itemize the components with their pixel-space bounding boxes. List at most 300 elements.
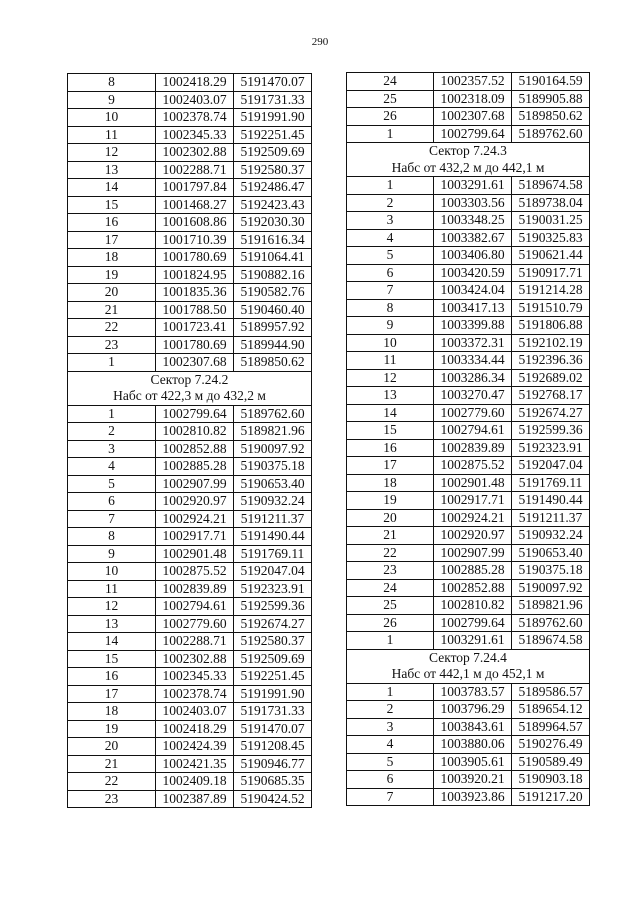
x-coordinate-cell: 1002839.89 xyxy=(434,439,512,457)
table-row xyxy=(68,493,312,511)
x-coordinate-cell: 1002920.97 xyxy=(156,493,234,511)
y-coordinate-cell: 5189944.90 xyxy=(234,336,312,354)
x-coordinate-cell: 1002403.07 xyxy=(156,91,234,109)
point-number-cell: 23 xyxy=(347,562,434,580)
point-number-cell: 7 xyxy=(347,788,434,806)
table-row xyxy=(68,196,312,214)
y-coordinate-cell: 5190903.18 xyxy=(512,771,590,789)
table-row xyxy=(68,405,312,423)
x-coordinate-cell: 1003424.04 xyxy=(434,282,512,300)
y-coordinate-cell: 5192047.04 xyxy=(512,457,590,475)
y-coordinate-cell: 5192251.45 xyxy=(234,668,312,686)
x-coordinate-cell: 1003923.86 xyxy=(434,788,512,806)
table-row xyxy=(68,440,312,458)
y-coordinate-cell: 5191510.79 xyxy=(512,299,590,317)
x-coordinate-cell: 1003270.47 xyxy=(434,387,512,405)
x-coordinate-cell: 1002924.21 xyxy=(434,509,512,527)
x-coordinate-cell: 1001723.41 xyxy=(156,319,234,337)
point-number-cell: 2 xyxy=(347,701,434,719)
table-row xyxy=(347,194,590,212)
sector-subtitle: Набс от 422,3 м до 432,2 м xyxy=(113,388,266,403)
table-row xyxy=(68,738,312,756)
table-row xyxy=(347,632,590,650)
table-row xyxy=(347,177,590,195)
point-number-cell: 2 xyxy=(347,194,434,212)
y-coordinate-cell: 5192674.27 xyxy=(512,404,590,422)
point-number-cell: 26 xyxy=(347,108,434,126)
x-coordinate-cell: 1002307.68 xyxy=(156,354,234,372)
x-coordinate-cell: 1002378.74 xyxy=(156,685,234,703)
x-coordinate-cell: 1003399.88 xyxy=(434,317,512,335)
table-row xyxy=(68,266,312,284)
y-coordinate-cell: 5192580.37 xyxy=(234,161,312,179)
table-row xyxy=(68,144,312,162)
x-coordinate-cell: 1002288.71 xyxy=(156,161,234,179)
point-number-cell: 14 xyxy=(347,404,434,422)
point-number-cell: 10 xyxy=(347,334,434,352)
point-number-cell: 26 xyxy=(347,614,434,632)
y-coordinate-cell: 5191806.88 xyxy=(512,317,590,335)
point-number-cell: 8 xyxy=(347,299,434,317)
table-row xyxy=(68,755,312,773)
table-row xyxy=(68,126,312,144)
y-coordinate-cell: 5192599.36 xyxy=(234,598,312,616)
table-row xyxy=(68,790,312,808)
y-coordinate-cell: 5190882.16 xyxy=(234,266,312,284)
point-number-cell: 19 xyxy=(68,266,156,284)
sector-subtitle: Набс от 442,1 м до 452,1 м xyxy=(391,666,545,681)
x-coordinate-cell: 1003406.80 xyxy=(434,247,512,265)
x-coordinate-cell: 1003382.67 xyxy=(434,229,512,247)
y-coordinate-cell: 5190685.35 xyxy=(234,773,312,791)
point-number-cell: 10 xyxy=(68,109,156,127)
x-coordinate-cell: 1002345.33 xyxy=(156,126,234,144)
point-number-cell: 8 xyxy=(68,528,156,546)
sector-header-row xyxy=(68,371,312,405)
left-coordinate-table-column xyxy=(67,73,312,808)
y-coordinate-cell: 5190164.59 xyxy=(512,73,590,91)
y-coordinate-cell: 5190097.92 xyxy=(234,440,312,458)
point-number-cell: 17 xyxy=(68,231,156,249)
table-row xyxy=(347,579,590,597)
y-coordinate-cell: 5190424.52 xyxy=(234,790,312,808)
sector-title: Сектор 7.24.3 xyxy=(429,143,507,158)
point-number-cell: 25 xyxy=(347,597,434,615)
x-coordinate-cell: 1003420.59 xyxy=(434,264,512,282)
y-coordinate-cell: 5192047.04 xyxy=(234,563,312,581)
x-coordinate-cell: 1003796.29 xyxy=(434,701,512,719)
x-coordinate-cell: 1003348.25 xyxy=(434,212,512,230)
point-number-cell: 12 xyxy=(68,144,156,162)
x-coordinate-cell: 1002810.82 xyxy=(434,597,512,615)
point-number-cell: 13 xyxy=(68,615,156,633)
x-coordinate-cell: 1002907.99 xyxy=(156,475,234,493)
sector-title: Сектор 7.24.4 xyxy=(429,649,507,665)
table-row xyxy=(68,773,312,791)
x-coordinate-cell: 1002875.52 xyxy=(434,457,512,475)
x-coordinate-cell: 1002839.89 xyxy=(156,580,234,598)
point-number-cell: 21 xyxy=(68,301,156,319)
x-coordinate-cell: 1002799.64 xyxy=(434,614,512,632)
sector-header-row xyxy=(347,649,590,683)
y-coordinate-cell: 5190031.25 xyxy=(512,212,590,230)
x-coordinate-cell: 1003843.61 xyxy=(434,718,512,736)
table-row xyxy=(347,247,590,265)
y-coordinate-cell: 5189762.60 xyxy=(512,614,590,632)
x-coordinate-cell: 1001710.39 xyxy=(156,231,234,249)
point-number-cell: 16 xyxy=(347,439,434,457)
y-coordinate-cell: 5192509.69 xyxy=(234,650,312,668)
point-number-cell: 12 xyxy=(347,369,434,387)
point-number-cell: 10 xyxy=(68,563,156,581)
y-coordinate-cell: 5190932.24 xyxy=(512,527,590,545)
y-coordinate-cell: 5190375.18 xyxy=(512,562,590,580)
sector-header-cell xyxy=(347,649,590,683)
table-row xyxy=(68,301,312,319)
x-coordinate-cell: 1001780.69 xyxy=(156,249,234,267)
table-row xyxy=(68,231,312,249)
point-number-cell: 4 xyxy=(68,458,156,476)
sector-header-cell xyxy=(347,143,590,177)
table-row xyxy=(68,598,312,616)
y-coordinate-cell: 5189850.62 xyxy=(234,354,312,372)
x-coordinate-cell: 1002307.68 xyxy=(434,108,512,126)
table-row xyxy=(68,545,312,563)
y-coordinate-cell: 5190582.76 xyxy=(234,284,312,302)
x-coordinate-cell: 1003417.13 xyxy=(434,299,512,317)
point-number-cell: 23 xyxy=(68,790,156,808)
table-row xyxy=(347,509,590,527)
point-number-cell: 1 xyxy=(347,632,434,650)
table-row xyxy=(68,528,312,546)
x-coordinate-cell: 1002885.28 xyxy=(156,458,234,476)
y-coordinate-cell: 5192396.36 xyxy=(512,352,590,370)
x-coordinate-cell: 1002424.39 xyxy=(156,738,234,756)
table-row xyxy=(68,650,312,668)
point-number-cell: 3 xyxy=(347,718,434,736)
table-row xyxy=(68,703,312,721)
point-number-cell: 2 xyxy=(68,423,156,441)
table-row xyxy=(68,249,312,267)
table-row xyxy=(347,90,590,108)
sector-header-row xyxy=(347,143,590,177)
point-number-cell: 18 xyxy=(68,703,156,721)
y-coordinate-cell: 5191470.07 xyxy=(234,720,312,738)
x-coordinate-cell: 1002799.64 xyxy=(156,405,234,423)
point-number-cell: 19 xyxy=(68,720,156,738)
point-number-cell: 6 xyxy=(68,493,156,511)
point-number-cell: 11 xyxy=(68,580,156,598)
y-coordinate-cell: 5190375.18 xyxy=(234,458,312,476)
table-row xyxy=(347,457,590,475)
point-number-cell: 1 xyxy=(347,125,434,143)
point-number-cell: 21 xyxy=(68,755,156,773)
point-number-cell: 1 xyxy=(347,683,434,701)
point-number-cell: 3 xyxy=(68,440,156,458)
point-number-cell: 15 xyxy=(68,196,156,214)
x-coordinate-cell: 1002901.48 xyxy=(156,545,234,563)
table-row xyxy=(347,73,590,91)
point-number-cell: 19 xyxy=(347,492,434,510)
y-coordinate-cell: 5191208.45 xyxy=(234,738,312,756)
y-coordinate-cell: 5192423.43 xyxy=(234,196,312,214)
point-number-cell: 24 xyxy=(347,579,434,597)
table-row xyxy=(347,125,590,143)
table-row xyxy=(347,718,590,736)
y-coordinate-cell: 5191470.07 xyxy=(234,74,312,92)
table-row xyxy=(68,458,312,476)
table-row xyxy=(347,369,590,387)
point-number-cell: 1 xyxy=(347,177,434,195)
table-row xyxy=(347,614,590,632)
point-number-cell: 23 xyxy=(68,336,156,354)
point-number-cell: 17 xyxy=(347,457,434,475)
table-row xyxy=(68,563,312,581)
x-coordinate-cell: 1002924.21 xyxy=(156,510,234,528)
table-row xyxy=(347,492,590,510)
x-coordinate-cell: 1002852.88 xyxy=(434,579,512,597)
x-coordinate-cell: 1002345.33 xyxy=(156,668,234,686)
table-row xyxy=(347,387,590,405)
point-number-cell: 22 xyxy=(68,773,156,791)
y-coordinate-cell: 5192323.91 xyxy=(512,439,590,457)
y-coordinate-cell: 5190589.49 xyxy=(512,753,590,771)
y-coordinate-cell: 5189821.96 xyxy=(512,597,590,615)
y-coordinate-cell: 5189957.92 xyxy=(234,319,312,337)
y-coordinate-cell: 5190653.40 xyxy=(234,475,312,493)
x-coordinate-cell: 1003905.61 xyxy=(434,753,512,771)
x-coordinate-cell: 1002920.97 xyxy=(434,527,512,545)
y-coordinate-cell: 5192486.47 xyxy=(234,179,312,197)
point-number-cell: 20 xyxy=(347,509,434,527)
point-number-cell: 21 xyxy=(347,527,434,545)
table-row xyxy=(347,736,590,754)
table-row xyxy=(68,161,312,179)
y-coordinate-cell: 5191769.11 xyxy=(234,545,312,563)
x-coordinate-cell: 1003303.56 xyxy=(434,194,512,212)
x-coordinate-cell: 1002378.74 xyxy=(156,109,234,127)
table-row xyxy=(68,91,312,109)
x-coordinate-cell: 1003880.06 xyxy=(434,736,512,754)
y-coordinate-cell: 5189674.58 xyxy=(512,632,590,650)
point-number-cell: 9 xyxy=(347,317,434,335)
point-number-cell: 15 xyxy=(68,650,156,668)
table-row xyxy=(68,475,312,493)
x-coordinate-cell: 1002917.71 xyxy=(434,492,512,510)
coordinate-table-left xyxy=(67,73,312,808)
y-coordinate-cell: 5192323.91 xyxy=(234,580,312,598)
y-coordinate-cell: 5190932.24 xyxy=(234,493,312,511)
table-row xyxy=(347,352,590,370)
x-coordinate-cell: 1003291.61 xyxy=(434,177,512,195)
point-number-cell: 4 xyxy=(347,229,434,247)
table-row xyxy=(68,510,312,528)
point-number-cell: 5 xyxy=(68,475,156,493)
table-row xyxy=(347,474,590,492)
page-number: 290 xyxy=(311,36,329,48)
point-number-cell: 9 xyxy=(68,545,156,563)
x-coordinate-cell: 1002357.52 xyxy=(434,73,512,91)
table-row xyxy=(347,334,590,352)
table-row xyxy=(347,544,590,562)
y-coordinate-cell: 5190653.40 xyxy=(512,544,590,562)
x-coordinate-cell: 1002885.28 xyxy=(434,562,512,580)
table-row xyxy=(68,668,312,686)
point-number-cell: 11 xyxy=(68,126,156,144)
y-coordinate-cell: 5192768.17 xyxy=(512,387,590,405)
x-coordinate-cell: 1002901.48 xyxy=(434,474,512,492)
x-coordinate-cell: 1002421.35 xyxy=(156,755,234,773)
point-number-cell: 16 xyxy=(68,668,156,686)
sector-header-cell xyxy=(68,371,312,405)
point-number-cell: 8 xyxy=(68,74,156,92)
table-row xyxy=(68,319,312,337)
point-number-cell: 18 xyxy=(347,474,434,492)
table-row xyxy=(347,264,590,282)
y-coordinate-cell: 5191769.11 xyxy=(512,474,590,492)
table-row xyxy=(68,423,312,441)
y-coordinate-cell: 5191490.44 xyxy=(512,492,590,510)
table-row xyxy=(68,109,312,127)
y-coordinate-cell: 5190276.49 xyxy=(512,736,590,754)
x-coordinate-cell: 1003920.21 xyxy=(434,771,512,789)
x-coordinate-cell: 1002779.60 xyxy=(156,615,234,633)
table-row xyxy=(68,336,312,354)
table-row xyxy=(347,422,590,440)
point-number-cell: 22 xyxy=(347,544,434,562)
table-row xyxy=(68,685,312,703)
table-row xyxy=(68,214,312,232)
x-coordinate-cell: 1001780.69 xyxy=(156,336,234,354)
y-coordinate-cell: 5191211.37 xyxy=(234,510,312,528)
table-row xyxy=(347,299,590,317)
point-number-cell: 14 xyxy=(68,179,156,197)
point-number-cell: 6 xyxy=(347,771,434,789)
table-row xyxy=(347,404,590,422)
x-coordinate-cell: 1002907.99 xyxy=(434,544,512,562)
point-number-cell: 17 xyxy=(68,685,156,703)
x-coordinate-cell: 1003286.34 xyxy=(434,369,512,387)
y-coordinate-cell: 5189654.12 xyxy=(512,701,590,719)
x-coordinate-cell: 1003334.44 xyxy=(434,352,512,370)
y-coordinate-cell: 5191991.90 xyxy=(234,685,312,703)
x-coordinate-cell: 1002794.61 xyxy=(156,598,234,616)
y-coordinate-cell: 5191214.28 xyxy=(512,282,590,300)
point-number-cell: 16 xyxy=(68,214,156,232)
point-number-cell: 14 xyxy=(68,633,156,651)
point-number-cell: 20 xyxy=(68,738,156,756)
y-coordinate-cell: 5192689.02 xyxy=(512,369,590,387)
y-coordinate-cell: 5192580.37 xyxy=(234,633,312,651)
table-row xyxy=(68,580,312,598)
y-coordinate-cell: 5189762.60 xyxy=(234,405,312,423)
point-number-cell: 7 xyxy=(68,510,156,528)
point-number-cell: 13 xyxy=(68,161,156,179)
table-row xyxy=(347,701,590,719)
table-row xyxy=(347,229,590,247)
x-coordinate-cell: 1002302.88 xyxy=(156,650,234,668)
x-coordinate-cell: 1001797.84 xyxy=(156,179,234,197)
coordinate-table-right xyxy=(346,72,590,806)
y-coordinate-cell: 5192102.19 xyxy=(512,334,590,352)
point-number-cell: 24 xyxy=(347,73,434,91)
x-coordinate-cell: 1002810.82 xyxy=(156,423,234,441)
y-coordinate-cell: 5189674.58 xyxy=(512,177,590,195)
x-coordinate-cell: 1002418.29 xyxy=(156,74,234,92)
x-coordinate-cell: 1002799.64 xyxy=(434,125,512,143)
y-coordinate-cell: 5190325.83 xyxy=(512,229,590,247)
x-coordinate-cell: 1002403.07 xyxy=(156,703,234,721)
y-coordinate-cell: 5192674.27 xyxy=(234,615,312,633)
y-coordinate-cell: 5189821.96 xyxy=(234,423,312,441)
y-coordinate-cell: 5190946.77 xyxy=(234,755,312,773)
table-row xyxy=(347,753,590,771)
x-coordinate-cell: 1002917.71 xyxy=(156,528,234,546)
table-row xyxy=(68,179,312,197)
x-coordinate-cell: 1002794.61 xyxy=(434,422,512,440)
table-row xyxy=(68,74,312,92)
y-coordinate-cell: 5189586.57 xyxy=(512,683,590,701)
x-coordinate-cell: 1002875.52 xyxy=(156,563,234,581)
x-coordinate-cell: 1002302.88 xyxy=(156,144,234,162)
y-coordinate-cell: 5192599.36 xyxy=(512,422,590,440)
x-coordinate-cell: 1002387.89 xyxy=(156,790,234,808)
y-coordinate-cell: 5189964.57 xyxy=(512,718,590,736)
sector-subtitle: Набс от 432,2 м до 442,1 м xyxy=(391,159,545,175)
y-coordinate-cell: 5192030.30 xyxy=(234,214,312,232)
y-coordinate-cell: 5191731.33 xyxy=(234,91,312,109)
y-coordinate-cell: 5191217.20 xyxy=(512,788,590,806)
point-number-cell: 5 xyxy=(347,753,434,771)
y-coordinate-cell: 5190097.92 xyxy=(512,579,590,597)
point-number-cell: 18 xyxy=(68,249,156,267)
x-coordinate-cell: 1001468.27 xyxy=(156,196,234,214)
table-row xyxy=(347,788,590,806)
y-coordinate-cell: 5191211.37 xyxy=(512,509,590,527)
sector-title: Сектор 7.24.2 xyxy=(150,371,229,387)
point-number-cell: 6 xyxy=(347,264,434,282)
point-number-cell: 25 xyxy=(347,90,434,108)
x-coordinate-cell: 1001835.36 xyxy=(156,284,234,302)
y-coordinate-cell: 5189762.60 xyxy=(512,125,590,143)
point-number-cell: 1 xyxy=(68,405,156,423)
point-number-cell: 12 xyxy=(68,598,156,616)
x-coordinate-cell: 1002318.09 xyxy=(434,90,512,108)
table-row xyxy=(347,597,590,615)
y-coordinate-cell: 5190460.40 xyxy=(234,301,312,319)
x-coordinate-cell: 1001824.95 xyxy=(156,266,234,284)
point-number-cell: 9 xyxy=(68,91,156,109)
point-number-cell: 11 xyxy=(347,352,434,370)
y-coordinate-cell: 5189905.88 xyxy=(512,90,590,108)
point-number-cell: 4 xyxy=(347,736,434,754)
y-coordinate-cell: 5191490.44 xyxy=(234,528,312,546)
table-row xyxy=(68,720,312,738)
x-coordinate-cell: 1003291.61 xyxy=(434,632,512,650)
x-coordinate-cell: 1002409.18 xyxy=(156,773,234,791)
y-coordinate-cell: 5189738.04 xyxy=(512,194,590,212)
x-coordinate-cell: 1002779.60 xyxy=(434,404,512,422)
y-coordinate-cell: 5191616.34 xyxy=(234,231,312,249)
y-coordinate-cell: 5189850.62 xyxy=(512,108,590,126)
table-row xyxy=(347,771,590,789)
x-coordinate-cell: 1003783.57 xyxy=(434,683,512,701)
table-row xyxy=(68,354,312,372)
table-row xyxy=(347,439,590,457)
table-row xyxy=(347,212,590,230)
y-coordinate-cell: 5190621.44 xyxy=(512,247,590,265)
x-coordinate-cell: 1002288.71 xyxy=(156,633,234,651)
